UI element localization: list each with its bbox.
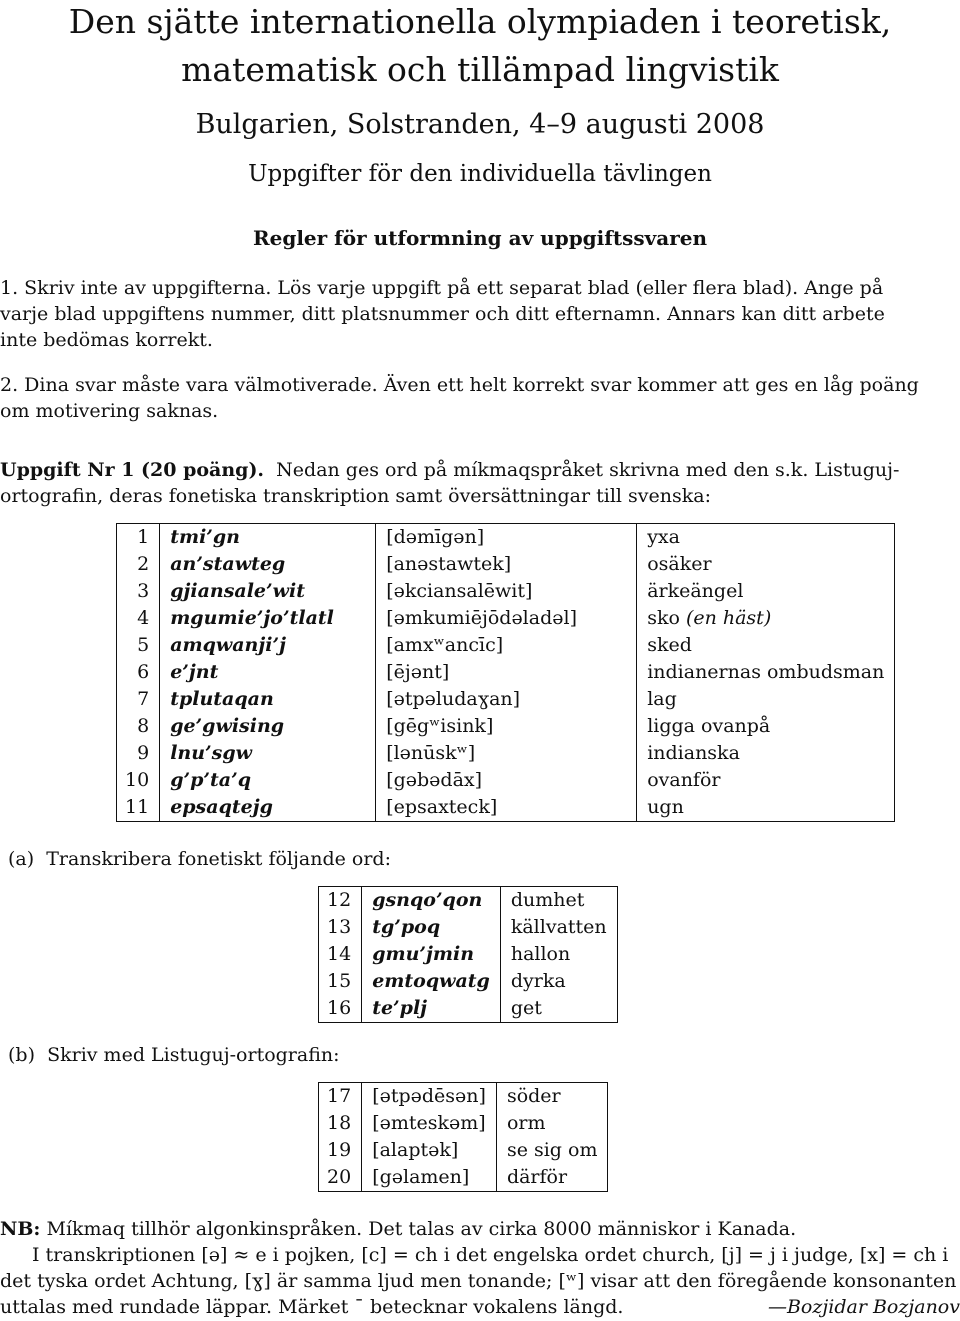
table-row: [319, 1164, 608, 1192]
phonetic-transcription-text: [gəbədāx]: [386, 769, 483, 791]
mikmaq-word-text: g’p’ta’q: [170, 769, 251, 791]
row-number-text: 17: [327, 1085, 352, 1107]
row-number-text: 12: [327, 889, 352, 911]
location-date: Bulgarien, Solstranden, 4–9 augusti 2008: [195, 109, 765, 140]
table-row: [319, 887, 618, 915]
swedish-translation-text: källvatten: [510, 916, 607, 938]
row-number: [319, 1110, 362, 1137]
phonetic-transcription: [362, 1137, 497, 1164]
row-number: [117, 524, 160, 552]
title-line-2: matematisk och tillämpad lingvistik: [181, 50, 779, 89]
phonetic-transcription: [376, 605, 637, 632]
mikmaq-word-text: amqwanji’j: [170, 634, 286, 656]
note-line: Míkmaq tillhör algonkinspråken. Det talas av cirka 8000 människor i Kanada.: [46, 1218, 797, 1240]
swedish-translation-text: ligga ovanpå: [647, 715, 771, 737]
swedish-translation-text: sked: [647, 634, 692, 656]
table-row: [117, 578, 895, 605]
swedish-translation: [637, 524, 895, 552]
row-number: [117, 659, 160, 686]
row-number-text: 1: [137, 526, 150, 548]
task-label: Uppgift Nr 1 (20 poäng).: [0, 459, 265, 481]
swedish-translation-text: sko: [647, 607, 680, 629]
rule-1: [0, 275, 960, 353]
question-a-label: (a): [8, 848, 35, 870]
question-b-label: (b): [8, 1044, 35, 1066]
phonetic-transcription: [362, 1110, 497, 1137]
rule-1-line: varje blad uppgiftens nummer, ditt platsnummer och ditt efternamn. Annars kan ditt arbete: [0, 303, 885, 325]
phonetic-transcription: [376, 767, 637, 794]
mikmaq-word-text: an’stawteg: [170, 553, 286, 575]
swedish-translation: [496, 1110, 608, 1137]
mikmaq-word-text: tmi’gn: [170, 526, 240, 548]
row-number: [117, 551, 160, 578]
mikmaq-word: [362, 995, 501, 1023]
swedish-translation-text: osäker: [647, 553, 712, 575]
phonetic-transcription: [376, 524, 637, 552]
row-number: [117, 740, 160, 767]
mikmaq-word: [160, 524, 376, 552]
mikmaq-word: [160, 686, 376, 713]
swedish-translation-text: söder: [506, 1085, 561, 1107]
rule-2-line: 2. Dina svar måste vara välmotiverade. Även ett helt korrekt svar kommer att ges en låg poäng: [0, 374, 919, 396]
swedish-translation: [500, 941, 617, 968]
phonetic-transcription-text: [amxʷancīc]: [386, 634, 504, 656]
table-row: [319, 1137, 608, 1164]
table-row: [117, 794, 895, 822]
row-number-text: 4: [137, 607, 150, 629]
phonetic-transcription: [376, 713, 637, 740]
task-intro-line: ortografin, deras fonetiska transkription samt översättningar till svenska:: [0, 485, 711, 507]
phonetic-transcription: [376, 794, 637, 822]
mikmaq-word: [362, 914, 501, 941]
row-number: [319, 914, 362, 941]
row-number-text: 7: [137, 688, 150, 710]
swedish-translation: [637, 632, 895, 659]
subtitle: Uppgifter för den individuella tävlingen: [248, 161, 712, 187]
table-row: [117, 524, 895, 552]
table-row: [319, 968, 618, 995]
swedish-translation: [637, 605, 895, 632]
row-number: [319, 887, 362, 915]
swedish-translation: [500, 995, 617, 1023]
swedish-translation-text: ovanför: [647, 769, 721, 791]
table-row: [117, 767, 895, 794]
mikmaq-word-text: emtoqwatg: [372, 970, 490, 992]
row-number: [117, 767, 160, 794]
table-row: [117, 632, 895, 659]
swedish-translation-text: ugn: [647, 796, 684, 818]
note-line: I transkriptionen [ə] ≈ e i pojken, [c] = ch i det engelska ordet church, [j] = j i judge, [x] = ch i: [32, 1244, 949, 1266]
mikmaq-word: [160, 551, 376, 578]
row-number-text: 18: [327, 1112, 352, 1134]
table-row: [117, 713, 895, 740]
mikmaq-word-text: tg’poq: [372, 916, 441, 938]
task-intro: [0, 457, 960, 509]
row-number-text: 3: [137, 580, 150, 602]
mikmaq-word-text: te’plj: [372, 997, 428, 1019]
row-number-text: 2: [137, 553, 150, 575]
phonetic-transcription: [362, 1083, 497, 1111]
note-line: det tyska ordet Achtung, [ɣ] är samma ljud men tonande; [ʷ] visar att den föregående konsonanten: [0, 1270, 957, 1292]
table-row: [117, 740, 895, 767]
row-number: [319, 941, 362, 968]
row-number-text: 20: [327, 1166, 352, 1188]
row-number-text: 10: [125, 769, 150, 791]
phonetic-transcription-text: [əkciansalēwit]: [386, 580, 533, 602]
swedish-translation: [496, 1083, 608, 1111]
phonetic-transcription-text: [lənūskʷ]: [386, 742, 476, 764]
row-number-text: 8: [137, 715, 150, 737]
mikmaq-word-text: mgumie’jo’tlatl: [170, 607, 334, 629]
author: —Bozjidar Bozjanov: [767, 1296, 960, 1318]
rule-1-line: inte bedömas korrekt.: [0, 329, 213, 351]
swedish-translation-text: dumhet: [510, 889, 585, 911]
swedish-translation-text: se sig om: [506, 1139, 598, 1161]
phonetic-transcription-text: [epsaxteck]: [386, 796, 498, 818]
rule-1-line: 1. Skriv inte av uppgifterna. Lös varje uppgift på ett separat blad (eller flera blad). Ange på: [0, 277, 884, 299]
swedish-translation: [637, 578, 895, 605]
table-row: [117, 605, 895, 632]
row-number: [319, 1083, 362, 1111]
swedish-translation-text: lag: [647, 688, 677, 710]
mikmaq-word-text: gsnqo’qon: [372, 889, 483, 911]
swedish-translation-text: hallon: [510, 943, 571, 965]
phonetic-transcription-text: [ətpədēsən]: [372, 1085, 486, 1107]
row-number: [319, 995, 362, 1023]
task-intro-line: Nedan ges ord på míkmaqspråket skrivna med den s.k. Listuguj-: [276, 459, 900, 481]
mikmaq-word-text: e’jnt: [170, 661, 219, 683]
question-b-text: Skriv med Listuguj-ortografin:: [47, 1044, 340, 1066]
row-number-text: 19: [327, 1139, 352, 1161]
swedish-translation-text: yxa: [647, 526, 680, 548]
mikmaq-word: [362, 887, 501, 915]
table-row: [117, 659, 895, 686]
phonetic-transcription-text: [dəmīgən]: [386, 526, 485, 548]
phonetic-transcription-text: [anəstawtek]: [386, 553, 512, 575]
row-number: [117, 632, 160, 659]
swedish-translation-text: get: [510, 997, 542, 1019]
title-line-1: Den sjätte internationella olympiaden i teoretisk,: [68, 2, 892, 41]
row-number-text: 13: [327, 916, 352, 938]
mikmaq-word: [160, 767, 376, 794]
mikmaq-word: [160, 713, 376, 740]
table-row: [319, 914, 618, 941]
row-number-text: 11: [125, 796, 150, 818]
row-number: [117, 713, 160, 740]
phonetic-transcription-text: [gəlamen]: [372, 1166, 470, 1188]
row-number-text: 6: [137, 661, 150, 683]
phonetic-transcription: [376, 551, 637, 578]
rule-2-line: om motivering saknas.: [0, 400, 219, 422]
phonetic-transcription: [376, 659, 637, 686]
swedish-translation-text: indianska: [647, 742, 740, 764]
table-row: [117, 551, 895, 578]
mikmaq-word: [160, 740, 376, 767]
mikmaq-word-text: lnu’sgw: [170, 742, 252, 764]
phonetic-transcription-text: [gēgʷisink]: [386, 715, 494, 737]
swedish-translation-text: ärkeängel: [647, 580, 744, 602]
swedish-translation: [500, 887, 617, 915]
swedish-translation: [637, 551, 895, 578]
phonetic-transcription-text: [ətpəludaɣan]: [386, 688, 521, 710]
mikmaq-word: [160, 794, 376, 822]
row-number-text: 16: [327, 997, 352, 1019]
translation-note: (en häst): [685, 607, 772, 629]
swedish-translation: [637, 659, 895, 686]
row-number-text: 5: [137, 634, 150, 656]
table-row: [319, 941, 618, 968]
swedish-translation-text: därför: [506, 1166, 568, 1188]
swedish-translation: [500, 968, 617, 995]
note-line: uttalas med rundade läppar. Märket ¯ betecknar vokalens längd.: [0, 1296, 624, 1318]
swedish-translation: [496, 1164, 608, 1192]
phonetic-transcription: [376, 632, 637, 659]
mikmaq-word: [160, 659, 376, 686]
question-a-table: [318, 886, 618, 1023]
swedish-translation: [637, 740, 895, 767]
question-b-table: [318, 1082, 608, 1192]
mikmaq-word: [160, 632, 376, 659]
table-row: [319, 995, 618, 1023]
main-word-table: [116, 523, 895, 822]
mikmaq-word: [160, 578, 376, 605]
swedish-translation: [496, 1137, 608, 1164]
swedish-translation: [500, 914, 617, 941]
row-number: [319, 968, 362, 995]
row-number: [319, 1137, 362, 1164]
phonetic-transcription-text: [ējənt]: [386, 661, 450, 683]
row-number: [319, 1164, 362, 1192]
note-label: NB:: [0, 1218, 41, 1240]
mikmaq-word-text: epsaqtejg: [170, 796, 273, 818]
mikmaq-word: [362, 941, 501, 968]
row-number: [117, 605, 160, 632]
phonetic-transcription-text: [əmteskəm]: [372, 1112, 486, 1134]
swedish-translation-text: indianernas ombudsman: [647, 661, 885, 683]
phonetic-transcription: [376, 740, 637, 767]
swedish-translation: [637, 686, 895, 713]
table-row: [117, 686, 895, 713]
phonetic-transcription: [362, 1164, 497, 1192]
table-row: [319, 1083, 608, 1111]
question-b: [8, 1042, 340, 1068]
row-number-text: 15: [327, 970, 352, 992]
row-number-text: 14: [327, 943, 352, 965]
question-a-text: Transkribera fonetiskt följande ord:: [46, 848, 391, 870]
question-a: [8, 846, 391, 872]
phonetic-transcription-text: [alaptək]: [372, 1139, 459, 1161]
swedish-translation-text: dyrka: [510, 970, 566, 992]
mikmaq-word-text: tplutaqan: [170, 688, 274, 710]
table-row: [319, 1110, 608, 1137]
row-number-text: 9: [137, 742, 150, 764]
phonetic-transcription: [376, 578, 637, 605]
mikmaq-word: [362, 968, 501, 995]
mikmaq-word-text: gmu’jmin: [372, 943, 475, 965]
row-number: [117, 794, 160, 822]
swedish-translation-text: orm: [506, 1112, 546, 1134]
swedish-translation: [637, 713, 895, 740]
swedish-translation: [637, 767, 895, 794]
phonetic-transcription-text: [əmkumiējōdəladəl]: [386, 607, 577, 629]
mikmaq-word-text: gjiansale’wit: [170, 580, 305, 602]
note: [0, 1216, 960, 1320]
phonetic-transcription: [376, 686, 637, 713]
row-number: [117, 578, 160, 605]
rules-title: Regler för utformning av uppgiftssvaren: [252, 226, 708, 250]
swedish-translation: [637, 794, 895, 822]
rule-2: [0, 372, 960, 424]
mikmaq-word: [160, 605, 376, 632]
row-number: [117, 686, 160, 713]
mikmaq-word-text: ge’gwising: [170, 715, 285, 737]
